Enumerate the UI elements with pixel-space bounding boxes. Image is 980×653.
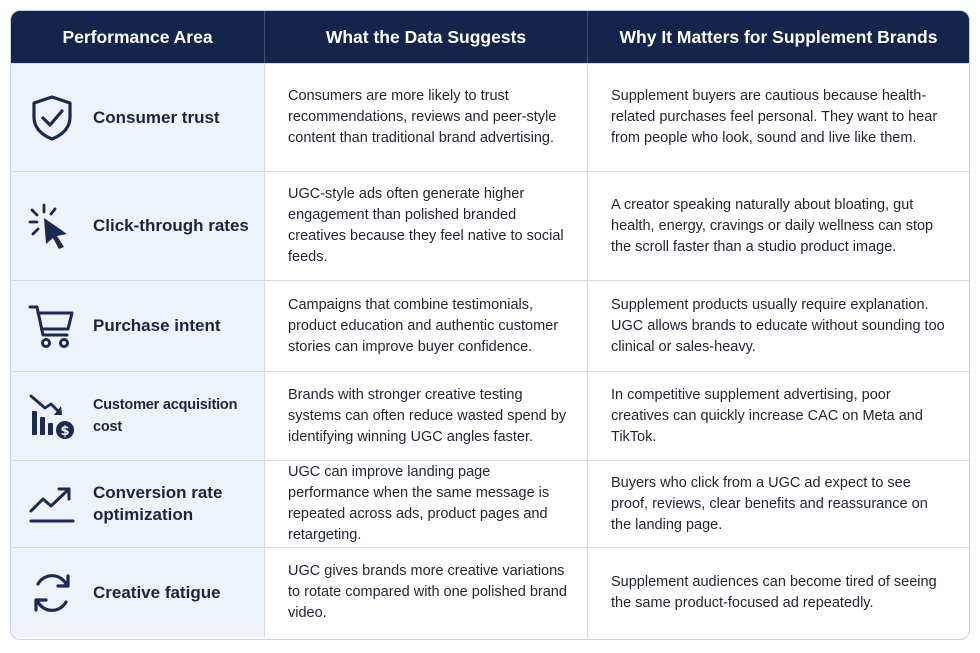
why-matters-text: Buyers who click from a UGC ad expect to see proof, reviews, clear benefits and reassurance on the landing page.	[611, 474, 928, 533]
table-row	[11, 171, 969, 280]
header-why-it-matters: Why It Matters for Supplement Brands	[619, 26, 938, 47]
svg-text:$: $	[60, 424, 70, 439]
area-cell	[11, 548, 265, 637]
area-cell	[11, 172, 265, 280]
cursor-click-icon	[25, 199, 79, 253]
cost-down-chart-icon	[25, 389, 79, 443]
comparison-table	[10, 10, 970, 640]
why-matters-text: In competitive supplement advertising, poor creatives can quickly increase CAC on Meta and TikTok.	[611, 386, 923, 445]
trend-up-icon	[25, 477, 79, 531]
refresh-cycle-icon	[25, 566, 79, 620]
data-suggests-text: UGC gives brands more creative variations to rotate compared with one polished brand video.	[265, 548, 588, 637]
table-row	[11, 371, 969, 460]
header-performance-area: Performance Area	[11, 11, 265, 63]
area-label: Conversion rate optimization	[93, 483, 223, 524]
area-label: Click-through rates	[93, 216, 249, 235]
table-row	[11, 63, 969, 171]
data-suggests-text: UGC can improve landing page performance when the same message is repeated across ads, product pages and retargeting.	[265, 461, 588, 547]
area-cell	[11, 64, 265, 171]
why-matters-text: Supplement audiences can become tired of seeing the same product-focused ad repeatedly.	[611, 573, 937, 611]
shopping-cart-icon	[25, 299, 79, 353]
data-suggests-text: Campaigns that combine testimonials, product education and authentic customer stories can improve buyer confidence.	[265, 281, 588, 371]
table-row	[11, 547, 969, 637]
area-label: Creative fatigue	[93, 582, 221, 602]
area-label: Customer acquisition cost	[93, 397, 238, 435]
table-header	[11, 11, 969, 63]
shield-check-icon	[25, 91, 79, 145]
table-row	[11, 460, 969, 547]
area-cell	[11, 372, 265, 460]
header-what-data-suggests: What the Data Suggests	[265, 11, 588, 63]
why-matters-text: A creator speaking naturally about bloating, gut health, energy, cravings or daily wellness can stop the scroll faster than a studio product image.	[611, 196, 934, 255]
why-matters-text: Supplement products usually require explanation. UGC allows brands to educate without sounding too clinical or sales-heavy.	[611, 296, 945, 355]
table-row	[11, 280, 969, 371]
data-suggests-text: Consumers are more likely to trust recommendations, reviews and peer-style content than traditional brand advertising.	[265, 64, 588, 171]
area-cell	[11, 461, 265, 547]
data-suggests-text: Brands with stronger creative testing systems can often reduce wasted spend by identifying winning UGC angles faster.	[265, 372, 588, 460]
area-label: Purchase intent	[93, 316, 221, 335]
area-label: Consumer trust	[93, 107, 220, 127]
why-matters-text: Supplement buyers are cautious because health-related purchases feel personal. They want to hear from people who look, sound and live like them.	[611, 88, 938, 146]
area-cell	[11, 281, 265, 371]
data-suggests-text: UGC-style ads often generate higher engagement than polished branded creatives because they feel native to social feeds.	[265, 172, 588, 280]
